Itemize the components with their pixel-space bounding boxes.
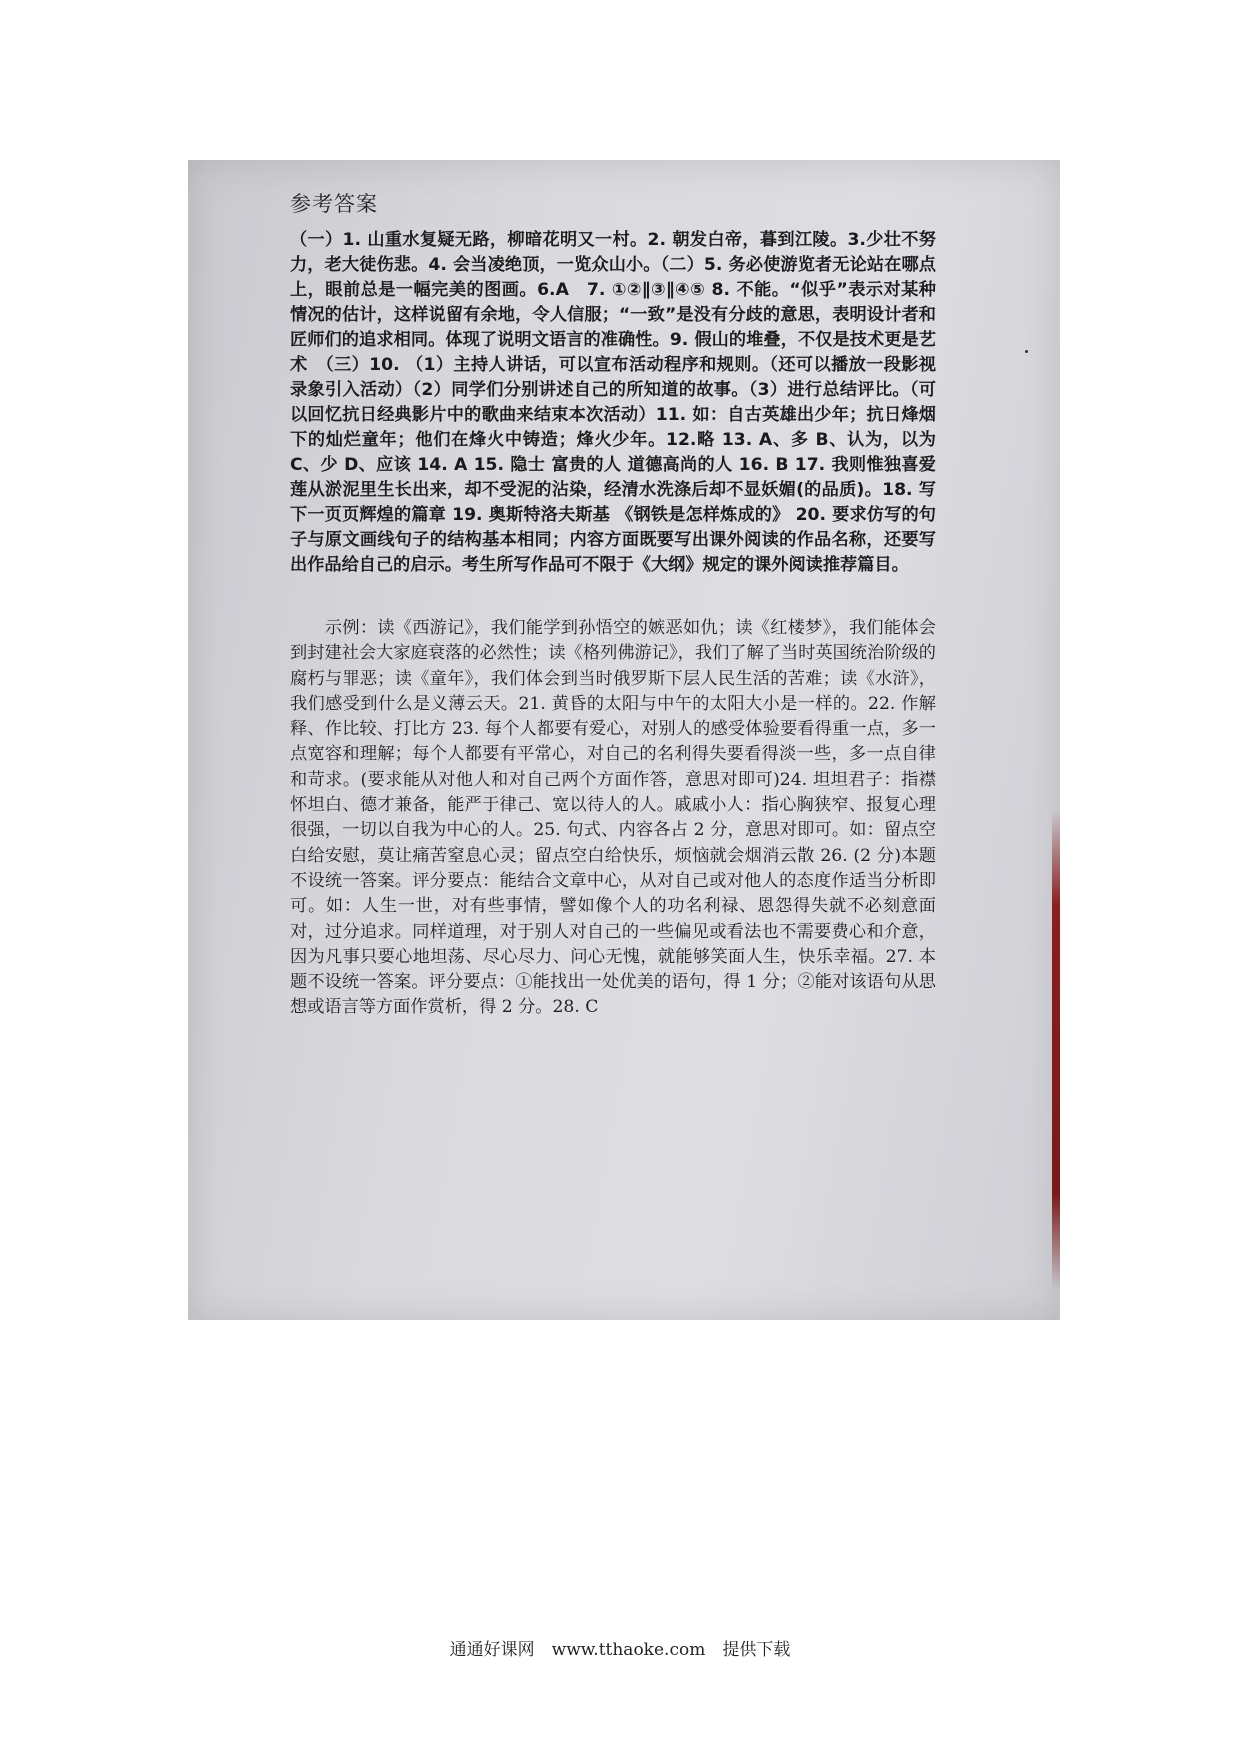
download-footer: 通通好课网 www.tthaoke.com 提供下载 (449, 1640, 791, 1660)
answer-heading: 参考答案 (290, 192, 378, 216)
scan-speck (1025, 350, 1028, 353)
red-edge-strip (1052, 810, 1060, 1290)
answers-part-2: 示例：读《西游记》，我们能学到孙悟空的嫉恶如仇；读《红楼梦》，我们能体会到封建社会大家庭衰落的必然性；读《格列佛游记》，我们了解了当时英国统治阶级的腐朽与罪恶；读《童年》，我们体会到当时俄罗斯下层人民生活的苦难；读《水浒》，我们感受到什么是义薄云天。21. 黄昏的太阳与中午的太阳大小是一样的。22. 作解释、作比较、打比方 23. 每个人都要有爱心，对别人的感受体验要看得重一点，多一点宽容和理解；每个人都要有平常心，对自己的名利得失要看得淡一些，多一点自律和苛求。(要求能从对他人和对自己两个方面作答，意思对即可)24. 坦坦君子：指襟怀坦白、德才兼备，能严于律己、宽以待人的人。戚戚小人：指心胸狭窄、报复心理很强，一切以自我为中心的人。25. 句式、内容各占 2 分，意思对即可。如：留点空白给安慰，莫让痛苦窒息心灵；留点空白给快乐，烦恼就会烟消云散 26. (2 分)本题不设统一答案。评分要点：能结合文章中心，从对自己或对他人的态度作适当分析即可。如：人生一世，对有些事情，譬如像个人的功名利禄、恩怨得失就不必刻意面对，过分追求。同样道理，对于别人对自己的一些偏见或看法也不需要费心和介意，因为凡事只要心地坦荡、尽心尽力、问心无愧，就能够笑面人生，快乐幸福。27. 本题不设统一答案。评分要点：①能找出一处优美的语句，得 1 分；②能对该语句从思想或语言等方面作赏析，得 2 分。28. C (290, 618, 936, 1018)
scanned-answer-sheet-photo (188, 160, 1060, 1320)
answers-part-1: （一）1. 山重水复疑无路，柳暗花明又一村。2. 朝发白帝，暮到江陵。3.少壮不努力，老大徒伤悲。4. 会当凌绝顶，一览众山小。（二）5. 务必使游览者无论站在哪点上，眼前总是一幅完美的图画。6.A 7. ①②∥③∥④⑤ 8. 不能。“似乎”表示对某种情况的估计，这样说留有余地，令人信服；“一致”是没有分歧的意思，表明设计者和匠师们的追求相同。体现了说明文语言的准确性。9. 假山的堆叠，不仅是技术更是艺术 （三）10. （1）主持人讲话，可以宣布活动程序和规则。（还可以播放一段影视录象引入活动）（2）同学们分别讲述自己的所知道的故事。（3）进行总结评比。（可以回忆抗日经典影片中的歌曲来结束本次活动）11. 如：自古英雄出少年；抗日烽烟下的灿烂童年；他们在烽火中铸造；烽火少年。12.略 13. A、多 B、认为，以为 C、少 D、应该 14. A 15. 隐士 富贵的人 道德高尚的人 16. B 17. 我则惟独喜爱莲从淤泥里生长出来，却不受泥的沾染，经清水洗涤后却不显妖媚(的品质)。18. 写下一页页辉煌的篇章 19. 奥斯特洛夫斯基 《钢铁是怎样炼成的》 20. 要求仿写的句子与原文画线句子的结构基本相同；内容方面既要写出课外阅读的作品名称，还要写出作品给自己的启示。考生所写作品可不限于《大纲》规定的课外阅读推荐篇目。 (290, 230, 936, 575)
